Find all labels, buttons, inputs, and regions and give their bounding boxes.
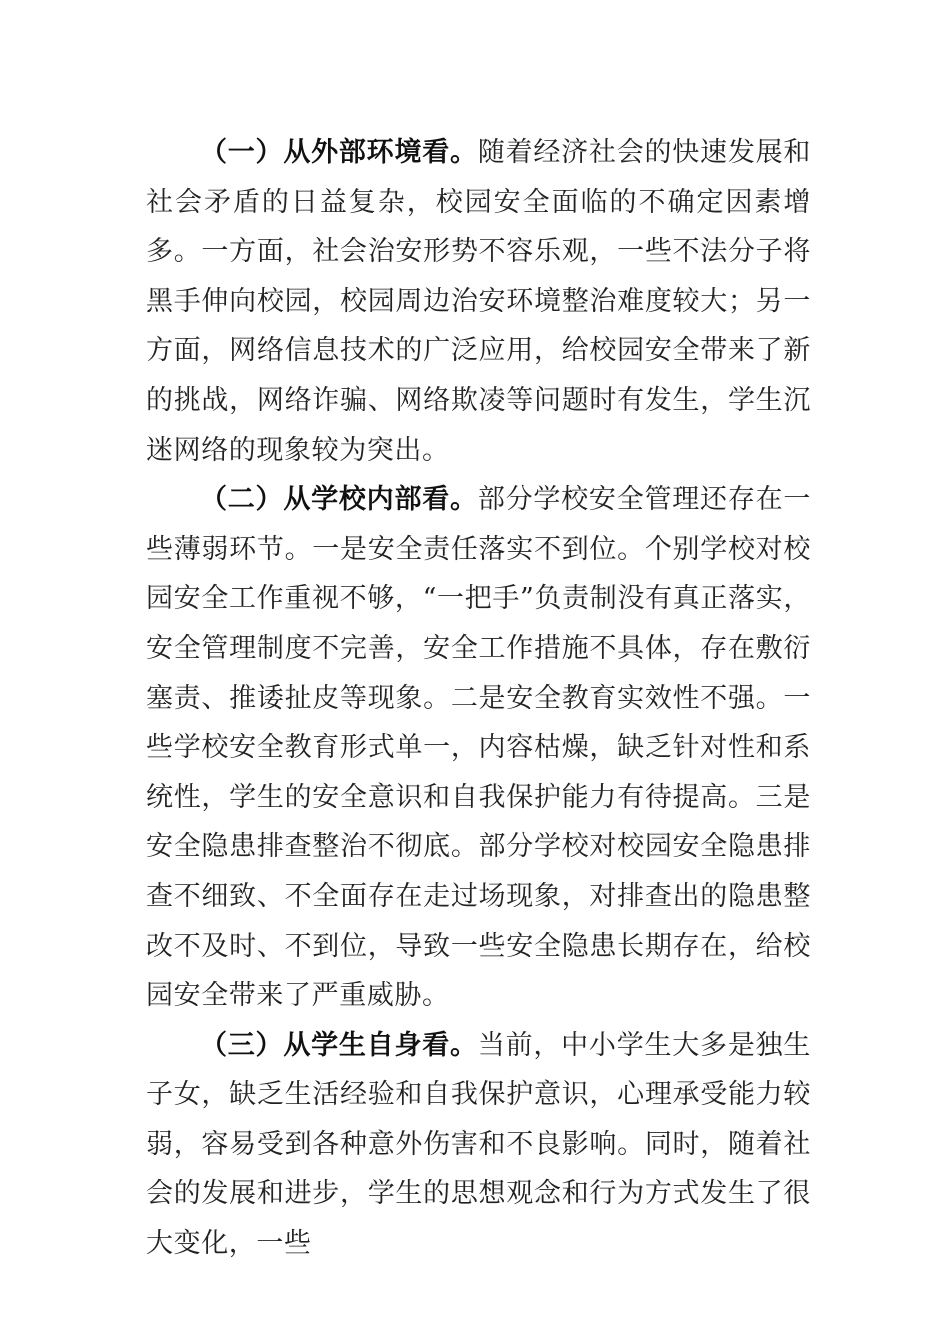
paragraph-text: 部分学校安全管理还存在一些薄弱环节。一是安全责任落实不到位。个别学校对校园安全工作重视不够，“一把手”负责制没有真正落实，安全管理制度不完善，安全工作措施不具体，存在敷衍塞责、推诿扯皮等现象。二是安全教育实效性不强。一些学校安全教育形式单一，内容枯燥，缺乏针对性和系统性，学生的安全意识和自我保护能力有待提高。三是安全隐患排查整治不彻底。部分学校对校园安全隐患排查不细致、不全面存在走过场现象，对排查出的隐患整改不及时、不到位，导致一些安全隐患长期存在，给校园安全带来了严重威胁。 (146, 484, 812, 1012)
paragraph-heading: （三）从学生自身看。 (200, 1029, 478, 1061)
paragraph-heading: （二）从学校内部看。 (200, 484, 478, 516)
document-body (146, 128, 811, 1269)
paragraph-text: 随着经济社会的快速发展和社会矛盾的日益复杂，校园安全面临的不确定因素增多。一方面，社会治安形势不容乐观，一些不法分子将黑手伸向校园，校园周边治安环境整治难度较大；另一方面，网络信息技术的广泛应用，给校园安全带来了新的挑战，网络诈骗、网络欺凌等问题时有发生，学生沉迷网络的现象较为突出。 (146, 137, 812, 466)
paragraph-school-internal (146, 475, 811, 1021)
paragraph-students-themselves (146, 1021, 811, 1269)
paragraph-heading: （一）从外部环境看。 (200, 137, 478, 168)
paragraph-external-environment (146, 128, 811, 475)
paragraph-text: 当前，中小学生大多是独生子女，缺乏生活经验和自我保护意识，心理承受能力较弱，容易受到各种意外伤害和不良影响。同时，随着社会的发展和进步，学生的思想观念和行为方式发生了很大变化，一些 (146, 1029, 812, 1260)
